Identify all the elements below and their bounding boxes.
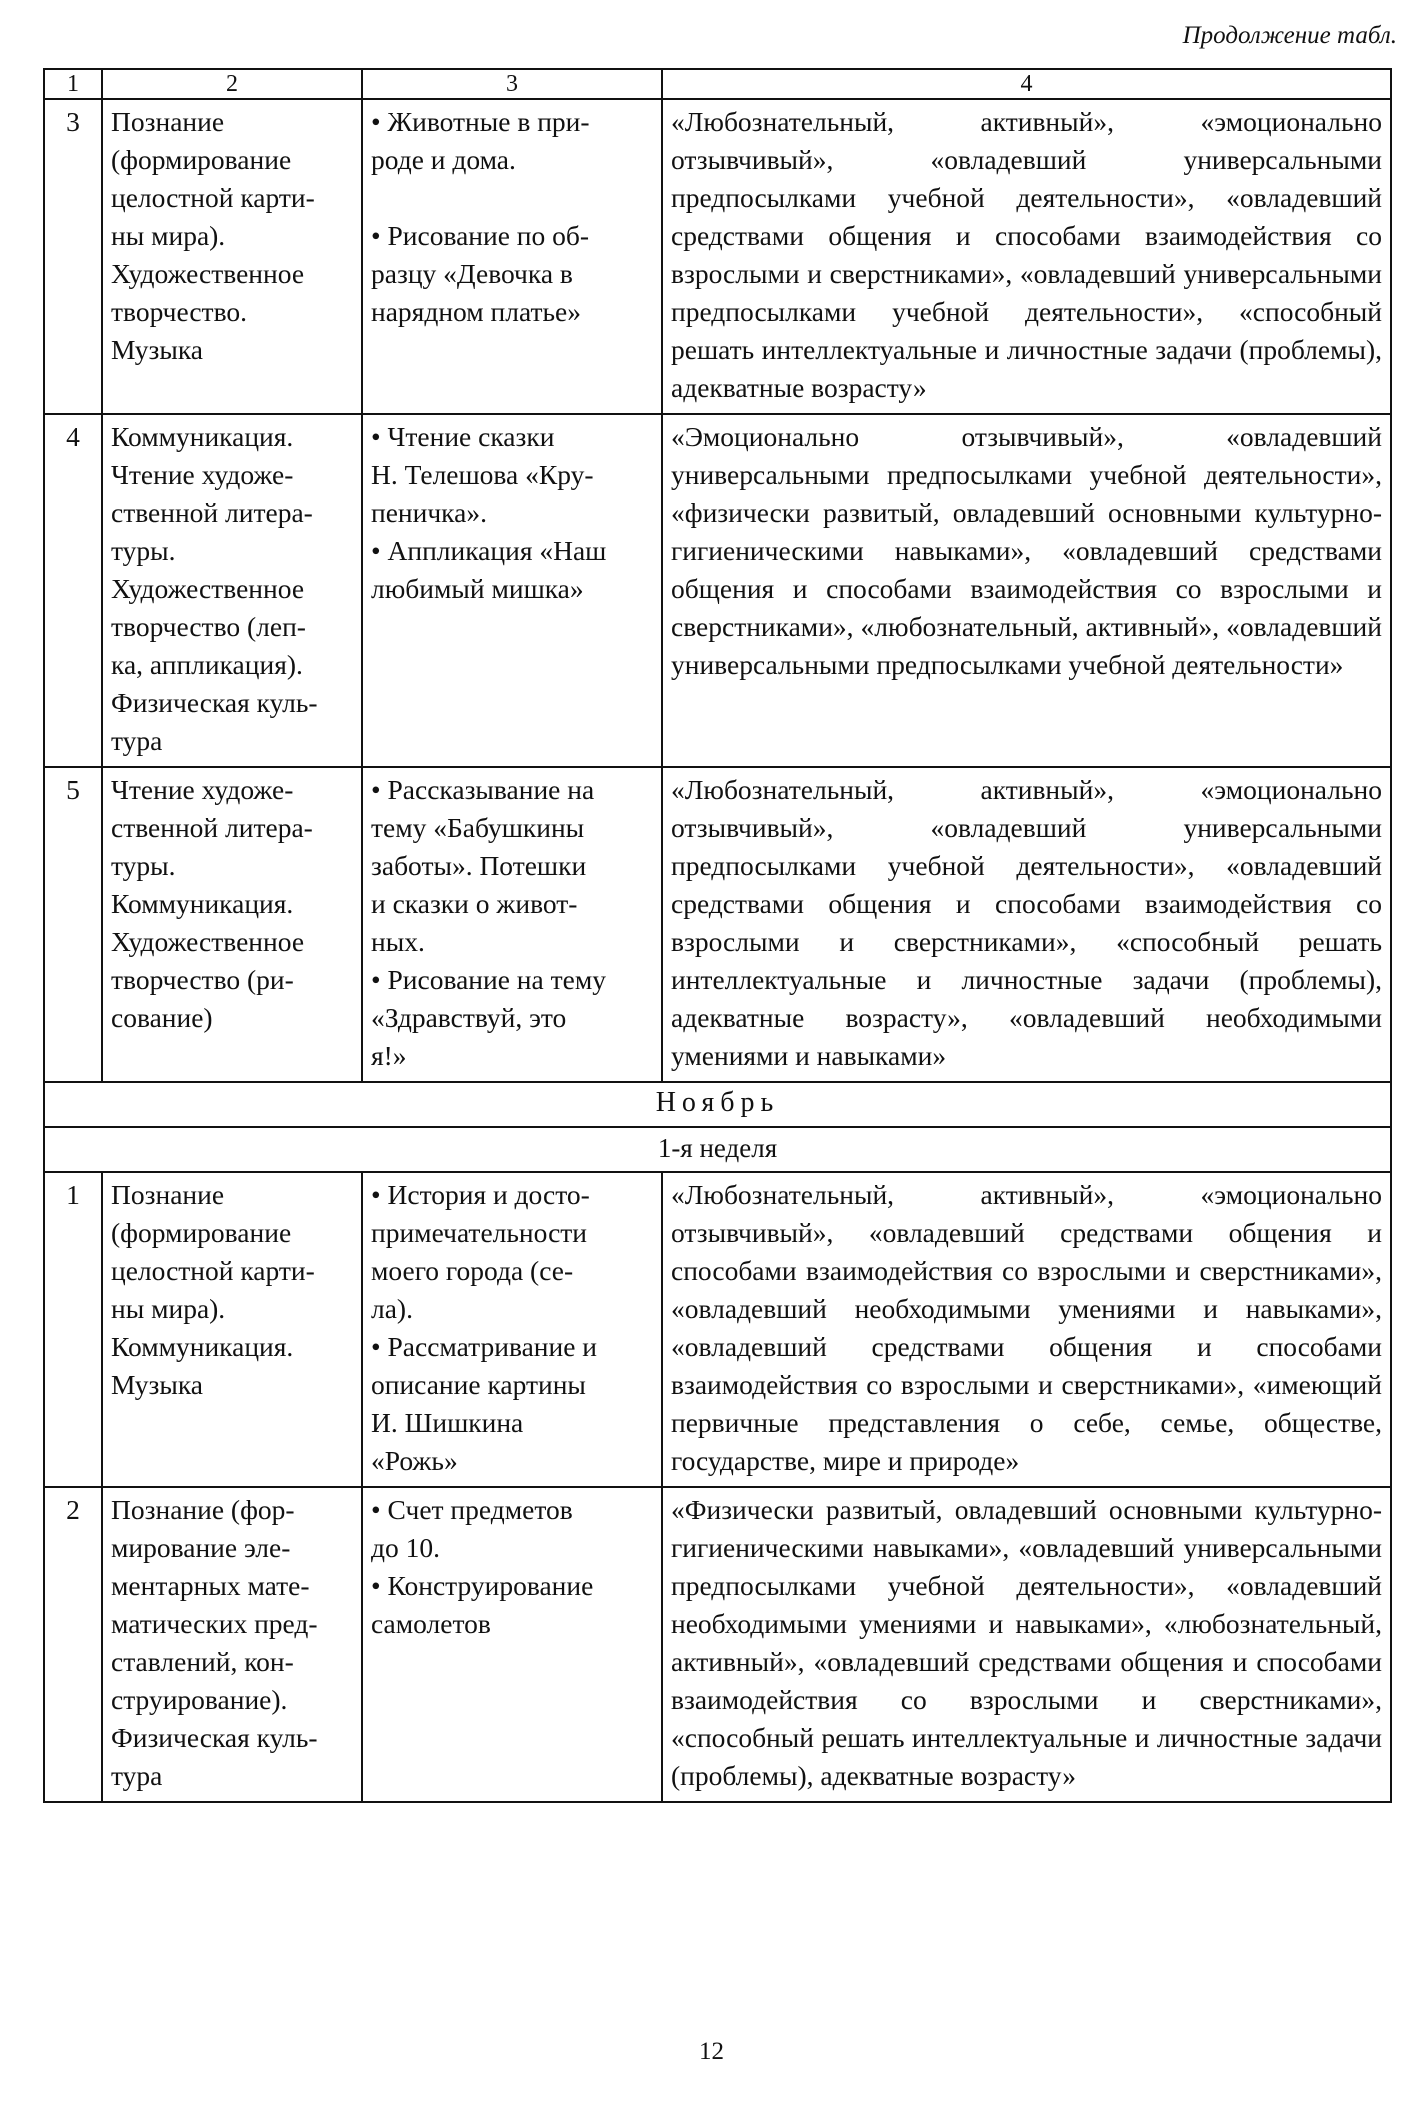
- area-line: Коммуникация.: [111, 421, 294, 452]
- integrative-qualities-cell: «Физически развитый, овладевший основными культурно-гигиеническими навыками», «овладевший универсальными предпосылками учебной деятельности», «овладевший необходимыми умениями и навыками», «любознательный, активный», «овладевший средствами общения и способами взаимодействия со взрослыми и сверстниками», «способный решать интеллектуальные и личностные задачи (проблемы), адекватные возрасту»: [662, 1487, 1391, 1802]
- november-rows: [44, 1172, 1391, 1802]
- activity-item: • История и досто- примечательности моего города (се- ла).: [371, 1179, 590, 1324]
- month-heading: Ноябрь: [44, 1082, 1391, 1127]
- column-number: 3: [362, 69, 662, 99]
- activity-item: • Счет предметов до 10.: [371, 1494, 573, 1563]
- area-line: ка, аппликация).: [111, 649, 303, 680]
- table-row: [44, 99, 1391, 414]
- activity-item: • Аппликация «Наш любимый мишка»: [371, 535, 607, 604]
- area-line: Художественное: [111, 573, 305, 604]
- integrative-qualities-cell: «Любознательный, активный», «эмоционально отзывчивый», «овладевший средствами общения и способами взаимодействия со взрослыми и сверстниками», «овладевший необходимыми умениями и навыками», «овладевший средствами общения и способами взаимодействия со взрослыми и сверстниками», «имеющий первичные представления о себе, семье, обществе, государстве, мире и природе»: [662, 1172, 1391, 1487]
- area-line: (формирование: [111, 1217, 292, 1248]
- week-row: [44, 1127, 1391, 1172]
- area-line: матических пред-: [111, 1608, 318, 1639]
- table-row: [44, 414, 1391, 767]
- table-row: [44, 767, 1391, 1082]
- activities-cell: [362, 1172, 662, 1487]
- area-line: ны мира).: [111, 1293, 226, 1324]
- area-line: ментарных мате-: [111, 1570, 310, 1601]
- area-line: творчество (леп-: [111, 611, 306, 642]
- october-rows: [44, 99, 1391, 1082]
- activities-cell: [362, 414, 662, 767]
- area-line: творчество (ри-: [111, 964, 294, 995]
- area-line: туры.: [111, 850, 176, 881]
- educational-areas-cell: [102, 1172, 362, 1487]
- area-line: творчество.: [111, 296, 247, 327]
- column-number: 2: [102, 69, 362, 99]
- activities-cell: [362, 1487, 662, 1802]
- area-line: (формирование: [111, 144, 292, 175]
- area-line: ны мира).: [111, 220, 226, 251]
- area-line: целостной карти-: [111, 1255, 315, 1286]
- educational-areas-cell: [102, 767, 362, 1082]
- week-heading: 1-я неделя: [44, 1127, 1391, 1172]
- row-number: 5: [44, 767, 102, 1082]
- area-line: Физическая куль-: [111, 687, 318, 718]
- area-line: Физическая куль-: [111, 1722, 318, 1753]
- plan-table: [43, 68, 1392, 1803]
- area-line: Музыка: [111, 334, 204, 365]
- area-line: Чтение художе-: [111, 459, 294, 490]
- area-line: Художественное: [111, 926, 305, 957]
- integrative-qualities-cell: «Эмоционально отзывчивый», «овладевший универсальными предпосылками учебной деятельности», «физически развитый, овладевший основными культурно-гигиеническими навыками», «овладевший средствами общения и способами взаимодействия со взрослыми и сверстниками», «любознательный, активный», «овладевший универсальными предпосылками учебной деятельности»: [662, 414, 1391, 767]
- activity-item: • Рисование по об- разцу «Девочка в нарядном платье»: [371, 220, 590, 327]
- row-number: 3: [44, 99, 102, 414]
- table-continuation-caption: Продолжение табл.: [1182, 22, 1397, 49]
- integrative-qualities-cell: «Любознательный, активный», «эмоционально отзывчивый», «овладевший универсальными предпосылками учебной деятельности», «овладевший средствами общения и способами взаимодействия со взрослыми и сверстниками», «овладевший универсальными предпосылками учебной деятельности», «способный решать интеллектуальные и личностные задачи (проблемы), адекватные возрасту»: [662, 99, 1391, 414]
- area-line: Художественное: [111, 258, 305, 289]
- column-number-row: [44, 69, 1391, 99]
- column-number: 1: [44, 69, 102, 99]
- activities-cell: [362, 767, 662, 1082]
- educational-areas-cell: [102, 99, 362, 414]
- area-line: ственной литера-: [111, 812, 313, 843]
- activities-cell: [362, 99, 662, 414]
- area-line: струирование).: [111, 1684, 288, 1715]
- area-line: ственной литера-: [111, 497, 313, 528]
- area-line: Познание: [111, 106, 225, 137]
- row-number: 4: [44, 414, 102, 767]
- area-line: тура: [111, 725, 163, 756]
- activity-item: • Конструирование самолетов: [371, 1570, 594, 1639]
- area-line: туры.: [111, 535, 176, 566]
- area-line: тура: [111, 1760, 163, 1791]
- area-line: Познание (фор-: [111, 1494, 295, 1525]
- activity-item: • Рассматривание и описание картины И. Шишкина «Рожь»: [371, 1331, 598, 1476]
- row-number: 1: [44, 1172, 102, 1487]
- area-line: Чтение художе-: [111, 774, 294, 805]
- area-line: целостной карти-: [111, 182, 315, 213]
- activity-item: • Рисование на тему «Здравствуй, это я!»: [371, 964, 606, 1071]
- activity-item: • Рассказывание на тему «Бабушкины заботы». Потешки и сказки о живот- ных.: [371, 774, 595, 957]
- table-row: [44, 1172, 1391, 1487]
- column-number: 4: [662, 69, 1391, 99]
- area-line: Коммуникация.: [111, 888, 294, 919]
- row-number: 2: [44, 1487, 102, 1802]
- area-line: сование): [111, 1002, 213, 1033]
- area-line: Музыка: [111, 1369, 204, 1400]
- educational-areas-cell: [102, 414, 362, 767]
- area-line: мирование эле-: [111, 1532, 291, 1563]
- educational-areas-cell: [102, 1487, 362, 1802]
- area-line: Коммуникация.: [111, 1331, 294, 1362]
- page-number: 12: [699, 2038, 724, 2065]
- area-line: Познание: [111, 1179, 225, 1210]
- month-row: [44, 1082, 1391, 1127]
- activity-item: • Чтение сказки Н. Телешова «Кру- пеничка».: [371, 421, 594, 528]
- integrative-qualities-cell: «Любознательный, активный», «эмоционально отзывчивый», «овладевший универсальными предпосылками учебной деятельности», «овладевший средствами общения и способами взаимодействия со взрослыми и сверстниками», «способный решать интеллектуальные и личностные задачи (проблемы), адекватные возрасту», «овладевший необходимыми умениями и навыками»: [662, 767, 1391, 1082]
- activity-item: • Животные в при- роде и дома.: [371, 106, 590, 175]
- area-line: ставлений, кон-: [111, 1646, 294, 1677]
- table-row: [44, 1487, 1391, 1802]
